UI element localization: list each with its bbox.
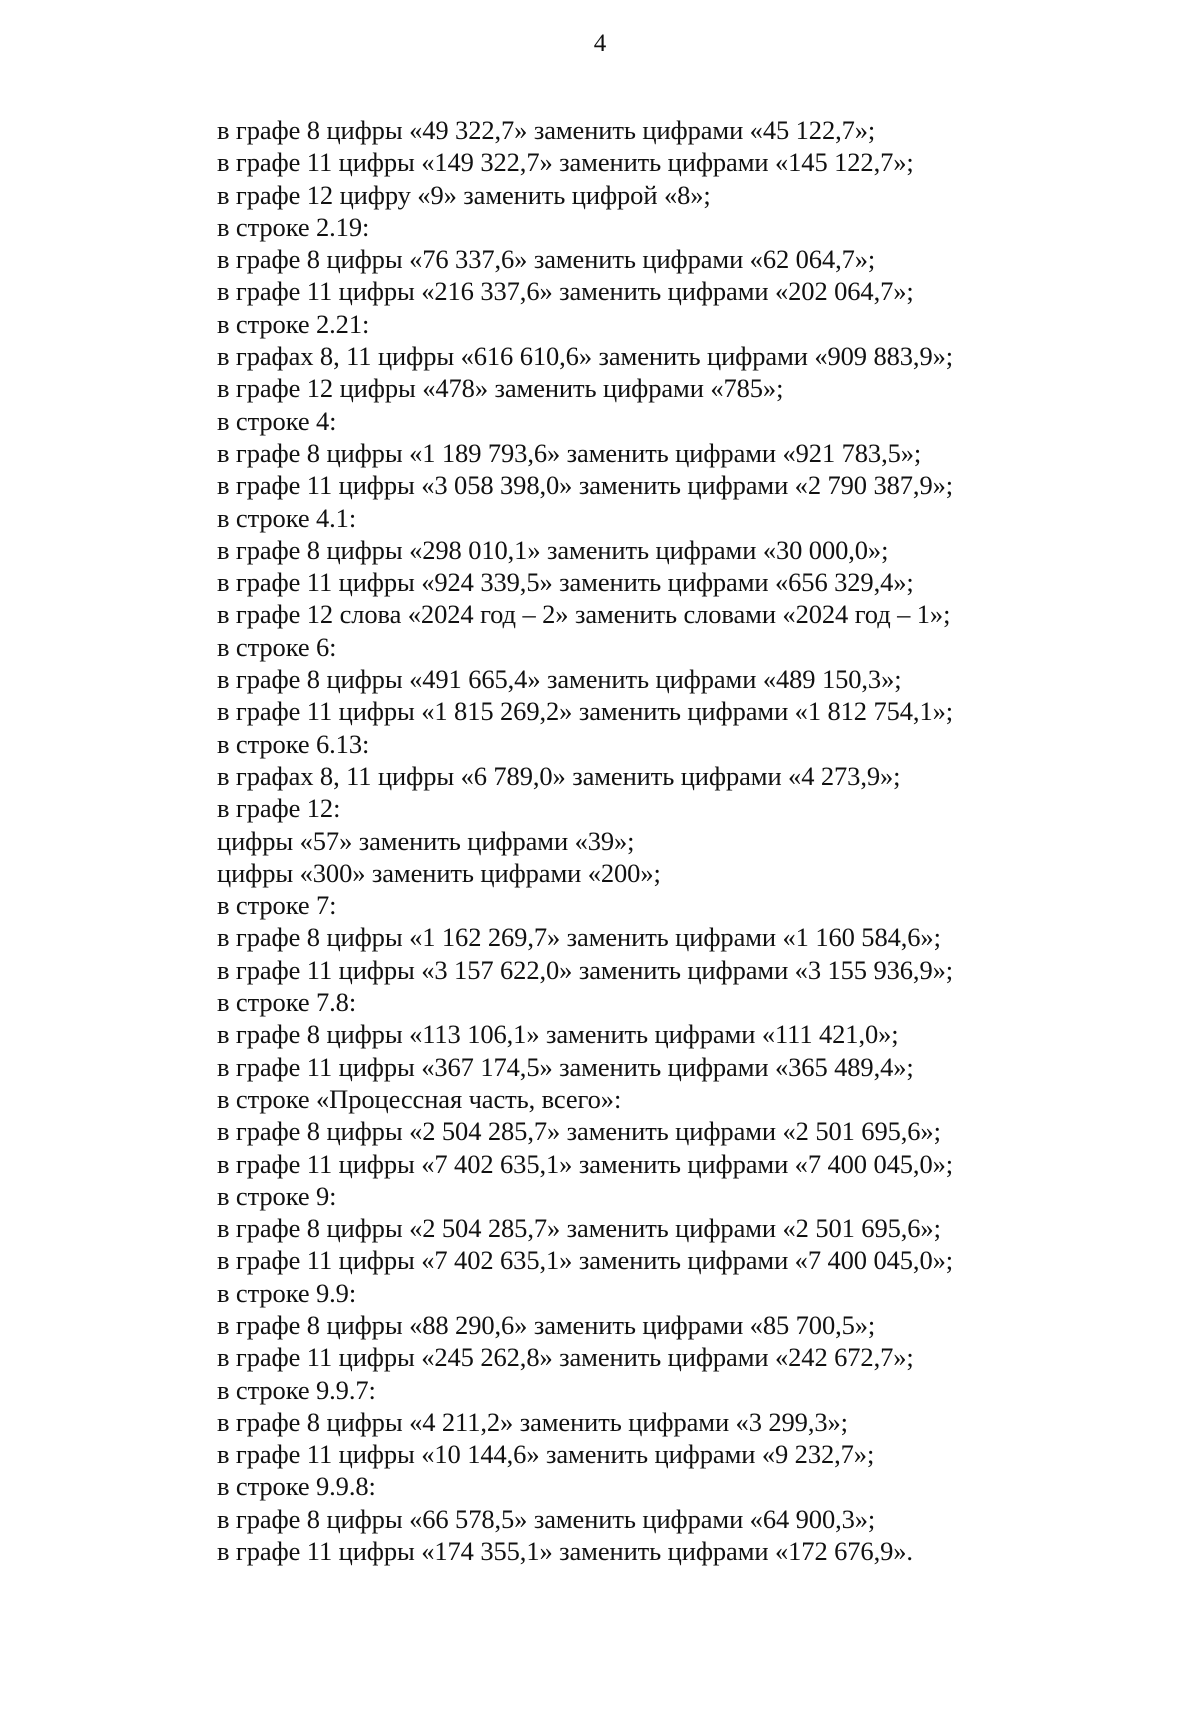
text-line: в графе 12: — [217, 793, 341, 824]
text-line: в графе 11 цифры «216 337,6» заменить цифрами «202 064,7»; — [217, 276, 914, 307]
text-line: в строке 2.19: — [217, 211, 370, 242]
text-line: в графе 11 цифры «174 355,1» заменить цифрами «172 676,9». — [217, 1536, 913, 1567]
text-line: в графе 11 цифры «7 402 635,1» заменить цифрами «7 400 045,0»; — [217, 1245, 954, 1276]
document-body — [217, 114, 1117, 1567]
text-line: в строке 4: — [217, 405, 337, 436]
text-line: в графе 11 цифры «7 402 635,1» заменить цифрами «7 400 045,0»; — [217, 1148, 954, 1179]
text-line: цифры «300» заменить цифрами «200»; — [217, 857, 661, 888]
text-line: в строке 4.1: — [217, 502, 357, 533]
text-line: цифры «57» заменить цифрами «39»; — [217, 825, 635, 856]
text-line: в графе 11 цифры «3 058 398,0» заменить цифрами «2 790 387,9»; — [217, 470, 954, 501]
text-line: в графе 11 цифры «149 322,7» заменить цифрами «145 122,7»; — [217, 147, 914, 178]
text-line: в строке 7.8: — [217, 987, 357, 1018]
text-line: в графе 12 цифры «478» заменить цифрами «785»; — [217, 373, 784, 404]
text-line: в графе 12 цифру «9» заменить цифрой «8»; — [217, 179, 711, 210]
text-line: в графах 8, 11 цифры «6 789,0» заменить цифрами «4 273,9»; — [217, 760, 901, 791]
text-line: в графе 8 цифры «49 322,7» заменить цифрами «45 122,7»; — [217, 115, 876, 145]
text-line: в строке 6: — [217, 631, 337, 662]
text-line: в графе 8 цифры «1 162 269,7» заменить цифрами «1 160 584,6»; — [217, 922, 941, 953]
text-line: в графе 8 цифры «1 189 793,6» заменить цифрами «921 783,5»; — [217, 437, 922, 468]
text-line: в графе 8 цифры «113 106,1» заменить цифрами «111 421,0»; — [217, 1019, 899, 1050]
text-line: в графе 11 цифры «924 339,5» заменить цифрами «656 329,4»; — [217, 567, 914, 598]
text-line: в графе 8 цифры «298 010,1» заменить цифрами «30 000,0»; — [217, 534, 889, 565]
text-line: в строке 9.9.7: — [217, 1374, 376, 1405]
text-line: в строке 7: — [217, 890, 337, 921]
text-line: в графе 12 слова «2024 год – 2» заменить словами «2024 год – 1»; — [217, 599, 951, 630]
text-line: в строке 9: — [217, 1180, 337, 1211]
text-line: в строке 2.21: — [217, 308, 370, 339]
text-line: в графе 8 цифры «76 337,6» заменить цифрами «62 064,7»; — [217, 244, 876, 275]
text-line: в строке «Процессная часть, всего»: — [217, 1083, 622, 1114]
text-line: в графе 8 цифры «4 211,2» заменить цифрами «3 299,3»; — [217, 1406, 848, 1437]
text-line: в строке 9.9.8: — [217, 1471, 376, 1502]
text-line: в графе 11 цифры «1 815 269,2» заменить цифрами «1 812 754,1»; — [217, 696, 954, 727]
text-line: в графе 11 цифры «3 157 622,0» заменить цифрами «3 155 936,9»; — [217, 954, 954, 985]
text-line: в графе 11 цифры «367 174,5» заменить цифрами «365 489,4»; — [217, 1051, 914, 1082]
text-line: в графе 8 цифры «88 290,6» заменить цифрами «85 700,5»; — [217, 1309, 876, 1340]
text-line: в графе 8 цифры «66 578,5» заменить цифрами «64 900,3»; — [217, 1503, 876, 1534]
page-number: 4 — [593, 30, 607, 57]
text-line: в графе 8 цифры «2 504 285,7» заменить цифрами «2 501 695,6»; — [217, 1213, 941, 1244]
text-line: в графе 11 цифры «245 262,8» заменить цифрами «242 672,7»; — [217, 1342, 914, 1373]
text-line: в графе 11 цифры «10 144,6» заменить цифрами «9 232,7»; — [217, 1439, 875, 1470]
text-line: в графах 8, 11 цифры «616 610,6» заменить цифрами «909 883,9»; — [217, 341, 954, 372]
text-line: в графе 8 цифры «2 504 285,7» заменить цифрами «2 501 695,6»; — [217, 1116, 941, 1147]
text-line: в строке 6.13: — [217, 728, 370, 759]
text-line: в графе 8 цифры «491 665,4» заменить цифрами «489 150,3»; — [217, 664, 902, 695]
text-line: в строке 9.9: — [217, 1277, 357, 1308]
